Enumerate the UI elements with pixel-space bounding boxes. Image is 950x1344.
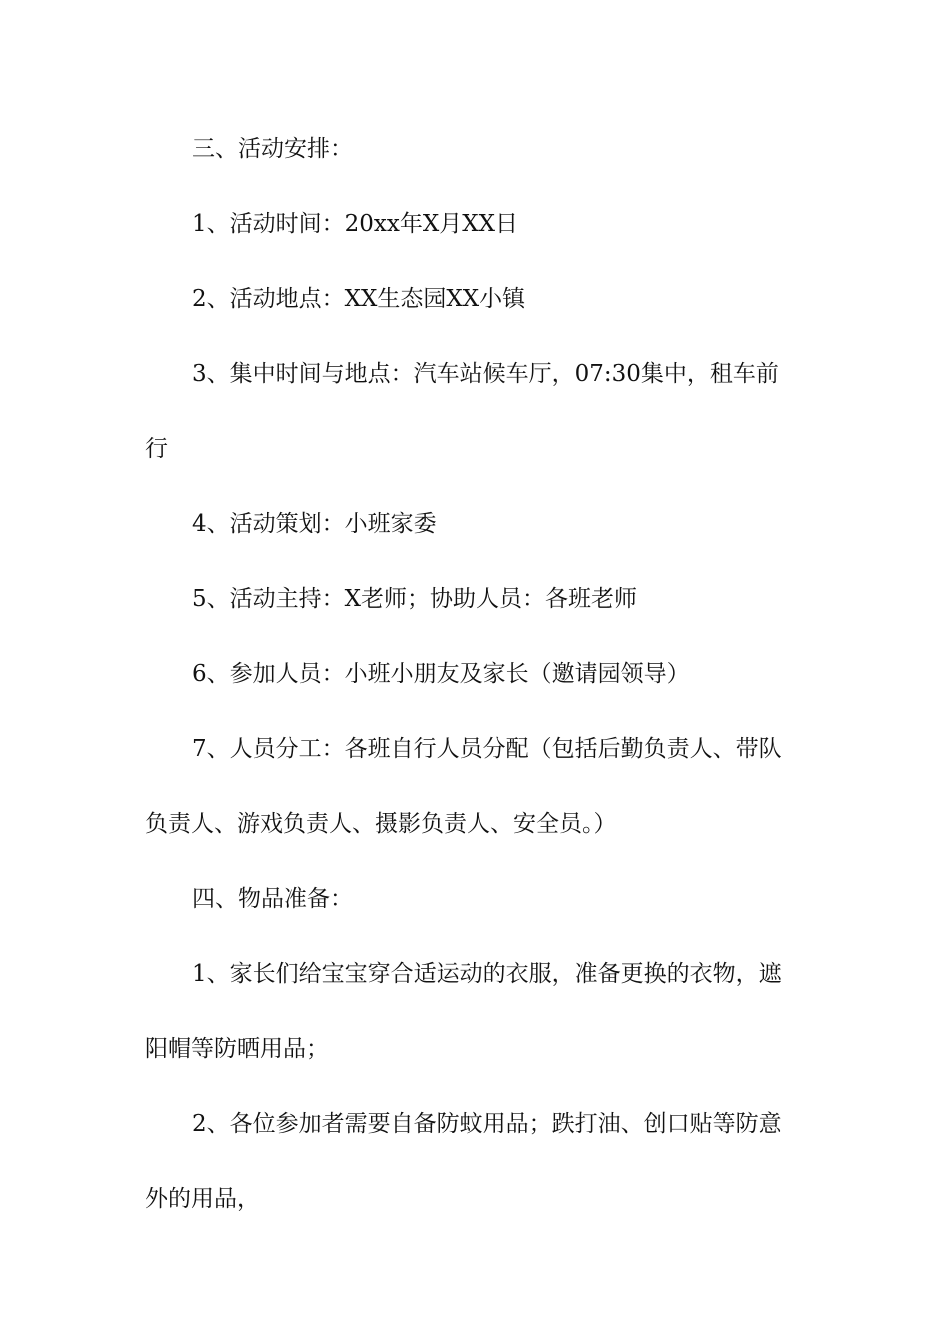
item-activity-host: 5、活动主持：X老师；协助人员：各班老师 [192, 586, 638, 612]
document-body [145, 112, 807, 1237]
item-gathering-time-place-continued: 行 [145, 436, 168, 462]
item-mosquito-and-first-aid: 2、各位参加者需要自备防蚊用品；跌打油、创口贴等防意 [192, 1111, 782, 1137]
item-clothing-continued: 阳帽等防晒用品； [145, 1036, 329, 1062]
section-heading-activity-arrangement: 三、活动安排： [192, 136, 353, 162]
section-heading-supplies: 四、物品准备： [192, 886, 353, 912]
item-participants: 6、参加人员：小班小朋友及家长（邀请园领导） [192, 661, 690, 687]
item-mosquito-and-first-aid-continued: 外的用品， [145, 1186, 260, 1212]
item-division-of-labor: 7、人员分工：各班自行人员分配（包括后勤负责人、带队 [192, 736, 782, 762]
item-activity-location: 2、活动地点：XX生态园XX小镇 [192, 286, 526, 312]
item-division-of-labor-continued: 负责人、游戏负责人、摄影负责人、安全员。） [145, 811, 617, 837]
item-gathering-time-place: 3、集中时间与地点：汽车站候车厅，07:30集中，租车前 [192, 361, 779, 387]
item-activity-time: 1、活动时间：20xx年X月XX日 [192, 211, 518, 237]
item-activity-planning: 4、活动策划：小班家委 [192, 511, 437, 537]
item-clothing: 1、家长们给宝宝穿合适运动的衣服，准备更换的衣物，遮 [192, 961, 782, 987]
